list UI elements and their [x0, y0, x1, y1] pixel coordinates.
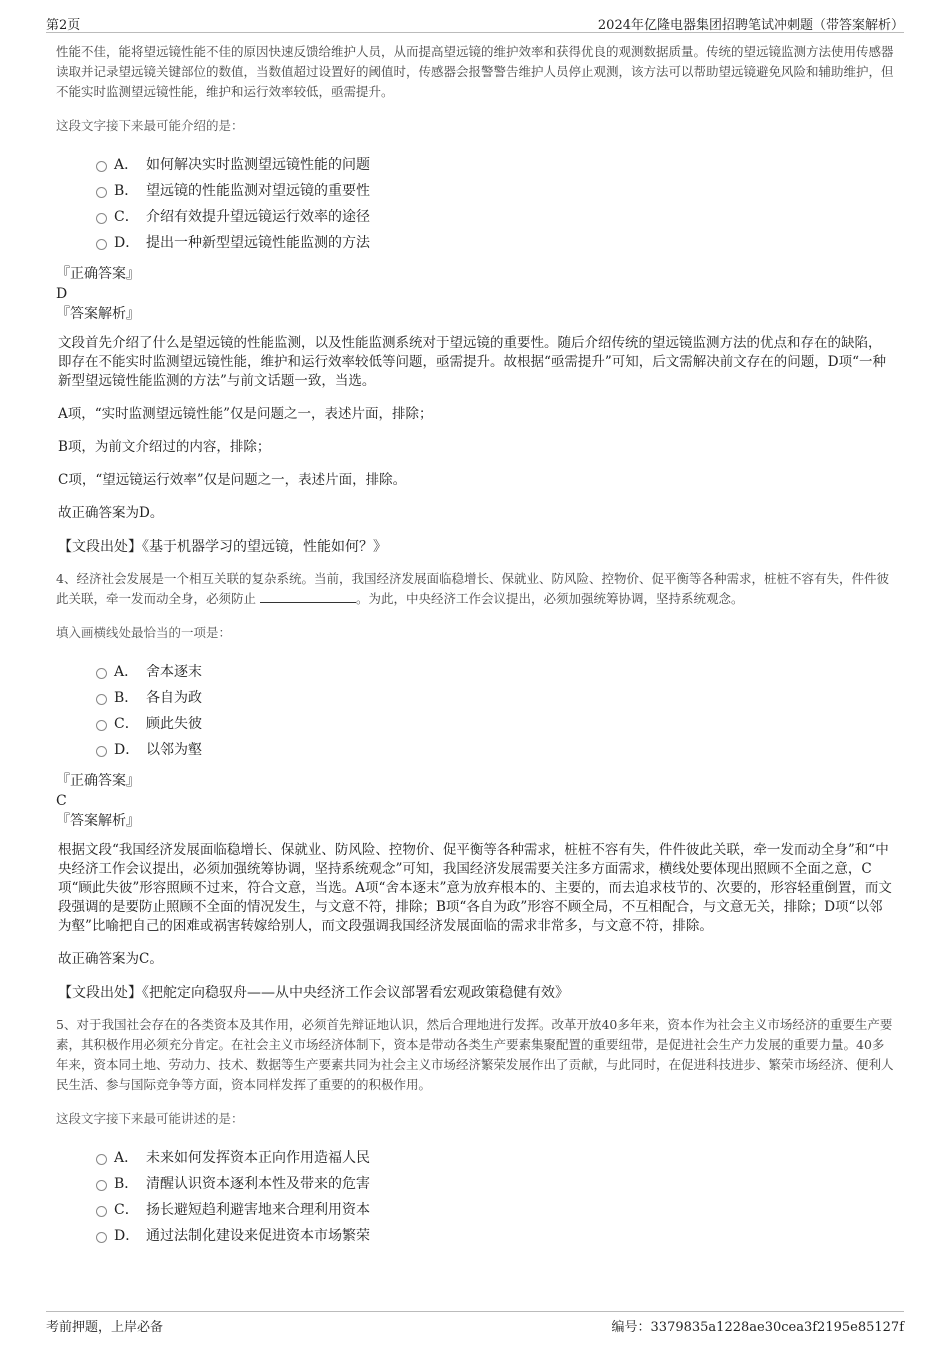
- q3-answer-label: 『正确答案』: [56, 266, 140, 282]
- q3-explanation-c: C项，“望远镜运行效率”仅是问题之一，表述片面，排除。: [58, 472, 407, 488]
- q3-explanation-a: A项，“实时监测望远镜性能”仅是问题之一，表述片面，排除；: [58, 406, 433, 422]
- q4-explanation-main: 根据文段“我国经济发展面临稳增长、保就业、防风险、控物价、促平衡等各种需求，桩桩不容有失，件件彼此关联，牵一发而动全身”和“中央经济工作会议提出，必须加强统筹协调，坚持系统观念”可知，我国经济发展需要关注多方面需求，横线处要体现出照顾不全面之意，C项“顾此失彼”形容照顾不过来，符合文意，当选。A项“舍本逐末”意为放弃根本的、主要的，而去追求枝节的、次要的，形容轻重倒置，而文段强调的是要防止照顾不全面的情况发生，与文意不符，排除；B项“各自为政”形容不顾全局，不互相配合，与文意无关，排除；D项“以邻为壑”比喻把自己的困难或祸害转嫁给别人，而文段强调我国经济发展面临的需求非常多，与文意不符，排除。: [58, 842, 892, 934]
- q4-stem: 4、经济社会发展是一个相互关联的复杂系统。当前，我国经济发展面临稳增长、保就业、防风险、控物价、促平衡等各种需求，桩桩不容有失，件件彼此关联，牵一发而动全身，必须防止 。为此，中央经济工作会议提出，必须加强统筹协调，坚持系统观念。: [56, 571, 889, 606]
- footer-slogan: 考前押题，上岸必备: [46, 1320, 164, 1335]
- q3-explanation-label: 『答案解析』: [56, 306, 140, 322]
- radio-icon[interactable]: [96, 161, 107, 172]
- q4-answer: C: [56, 793, 67, 809]
- q5-option-c[interactable]: C． 扬长避短趋利避害地来合理利用资本: [96, 1197, 894, 1223]
- q3-option-b[interactable]: B． 望远镜的性能监测对望远镜的重要性: [96, 178, 894, 204]
- q4-explanation-label: 『答案解析』: [56, 813, 140, 829]
- document-id: 编号：3379835a1228ae30cea3f2195e85127f: [611, 1320, 904, 1335]
- q4-option-d[interactable]: D． 以邻为壑: [96, 737, 894, 763]
- q5-option-d[interactable]: D． 通过法制化建设来促进资本市场繁荣: [96, 1223, 894, 1249]
- q3-answer: D: [56, 286, 68, 302]
- radio-icon[interactable]: [96, 746, 107, 757]
- q3-explanation-conclusion: 故正确答案为D。: [58, 505, 164, 521]
- radio-icon[interactable]: [96, 1154, 107, 1165]
- document-title: 2024年亿隆电器集团招聘笔试冲刺题（带答案解析）: [597, 18, 904, 33]
- page-header: [46, 12, 904, 33]
- q5-options: [96, 1145, 894, 1249]
- q3-options: [96, 152, 894, 256]
- q4-answer-label: 『正确答案』: [56, 773, 140, 789]
- q5-stem: 5、对于我国社会存在的各类资本及其作用，必须首先辩证地认识，然后合理地进行发挥。改革开放40多年来，资本作为社会主义市场经济的重要生产要素，其积极作用必须充分肯定。在社会主义市场经济体制下，资本是带动各类生产要素集聚配置的重要纽带，是促进社会生产力发展的重要力量。40多年来，资本同土地、劳动力、技术、数据等生产要素共同为社会主义市场经济繁荣发展作出了贡献，与此同时，在促进科技进步、繁荣市场经济、便利人民生活、参与国际竞争等方面，资本同样发挥了重要的的积极作用。: [56, 1017, 894, 1092]
- q3-explanation-main: 文段首先介绍了什么是望远镜的性能监测，以及性能监测系统对于望远镜的重要性。随后介绍传统的望远镜监测方法的优点和存在的缺陷，即存在不能实时监测望远镜性能，维护和运行效率较低等问题，亟需提升。故根据“亟需提升”可知，后文需解决前文存在的问题，D项“一种新型望远镜性能监测的方法”与前文话题一致，当选。: [58, 335, 887, 389]
- q4-option-b[interactable]: B． 各自为政: [96, 685, 894, 711]
- q3-explanation-b: B项，为前文介绍过的内容，排除；: [58, 439, 271, 455]
- q3-source: 【文段出处】《基于机器学习的望远镜，性能如何？》: [58, 539, 387, 555]
- q4-options: [96, 659, 894, 763]
- q4-option-c[interactable]: C． 顾此失彼: [96, 711, 894, 737]
- radio-icon[interactable]: [96, 213, 107, 224]
- radio-icon[interactable]: [96, 720, 107, 731]
- radio-icon[interactable]: [96, 187, 107, 198]
- page-number: 第2页: [46, 18, 81, 33]
- q5-option-b[interactable]: B． 清醒认识资本逐利本性及带来的危害: [96, 1171, 894, 1197]
- q3-prompt: 这段文字接下来最可能介绍的是：: [56, 118, 244, 133]
- q4-option-a[interactable]: A． 舍本逐末: [96, 659, 894, 685]
- radio-icon[interactable]: [96, 239, 107, 250]
- q4-prompt: 填入画横线处最恰当的一项是：: [56, 625, 232, 640]
- radio-icon[interactable]: [96, 668, 107, 679]
- fill-blank: [260, 590, 356, 603]
- q3-option-c[interactable]: C． 介绍有效提升望远镜运行效率的途径: [96, 204, 894, 230]
- radio-icon[interactable]: [96, 1180, 107, 1191]
- radio-icon[interactable]: [96, 1232, 107, 1243]
- q4-source: 【文段出处】《把舵定向稳驭舟——从中央经济工作会议部署看宏观政策稳健有效》: [58, 985, 569, 1001]
- q3-option-d[interactable]: D． 提出一种新型望远镜性能监测的方法: [96, 230, 894, 256]
- radio-icon[interactable]: [96, 1206, 107, 1217]
- radio-icon[interactable]: [96, 694, 107, 705]
- page-content: [56, 42, 894, 1249]
- page-footer: [46, 1311, 904, 1334]
- q3-option-a[interactable]: A． 如何解决实时监测望远镜性能的问题: [96, 152, 894, 178]
- q5-option-a[interactable]: A． 未来如何发挥资本正向作用造福人民: [96, 1145, 894, 1171]
- q3-passage: 性能不佳，能将望远镜性能不佳的原因快速反馈给维护人员，从而提高望远镜的维护效率和获得优良的观测数据质量。传统的望远镜监测方法使用传感器读取并记录望远镜关键部位的数值，当数值超过设置好的阈值时，传感器会报警警告维护人员停止观测，该方法可以帮助望远镜避免风险和辅助维护，但不能实时监测望远镜性能，维护和运行效率较低，亟需提升。: [56, 44, 894, 99]
- q4-explanation-conclusion: 故正确答案为C。: [58, 951, 163, 967]
- q5-prompt: 这段文字接下来最可能讲述的是：: [56, 1111, 244, 1126]
